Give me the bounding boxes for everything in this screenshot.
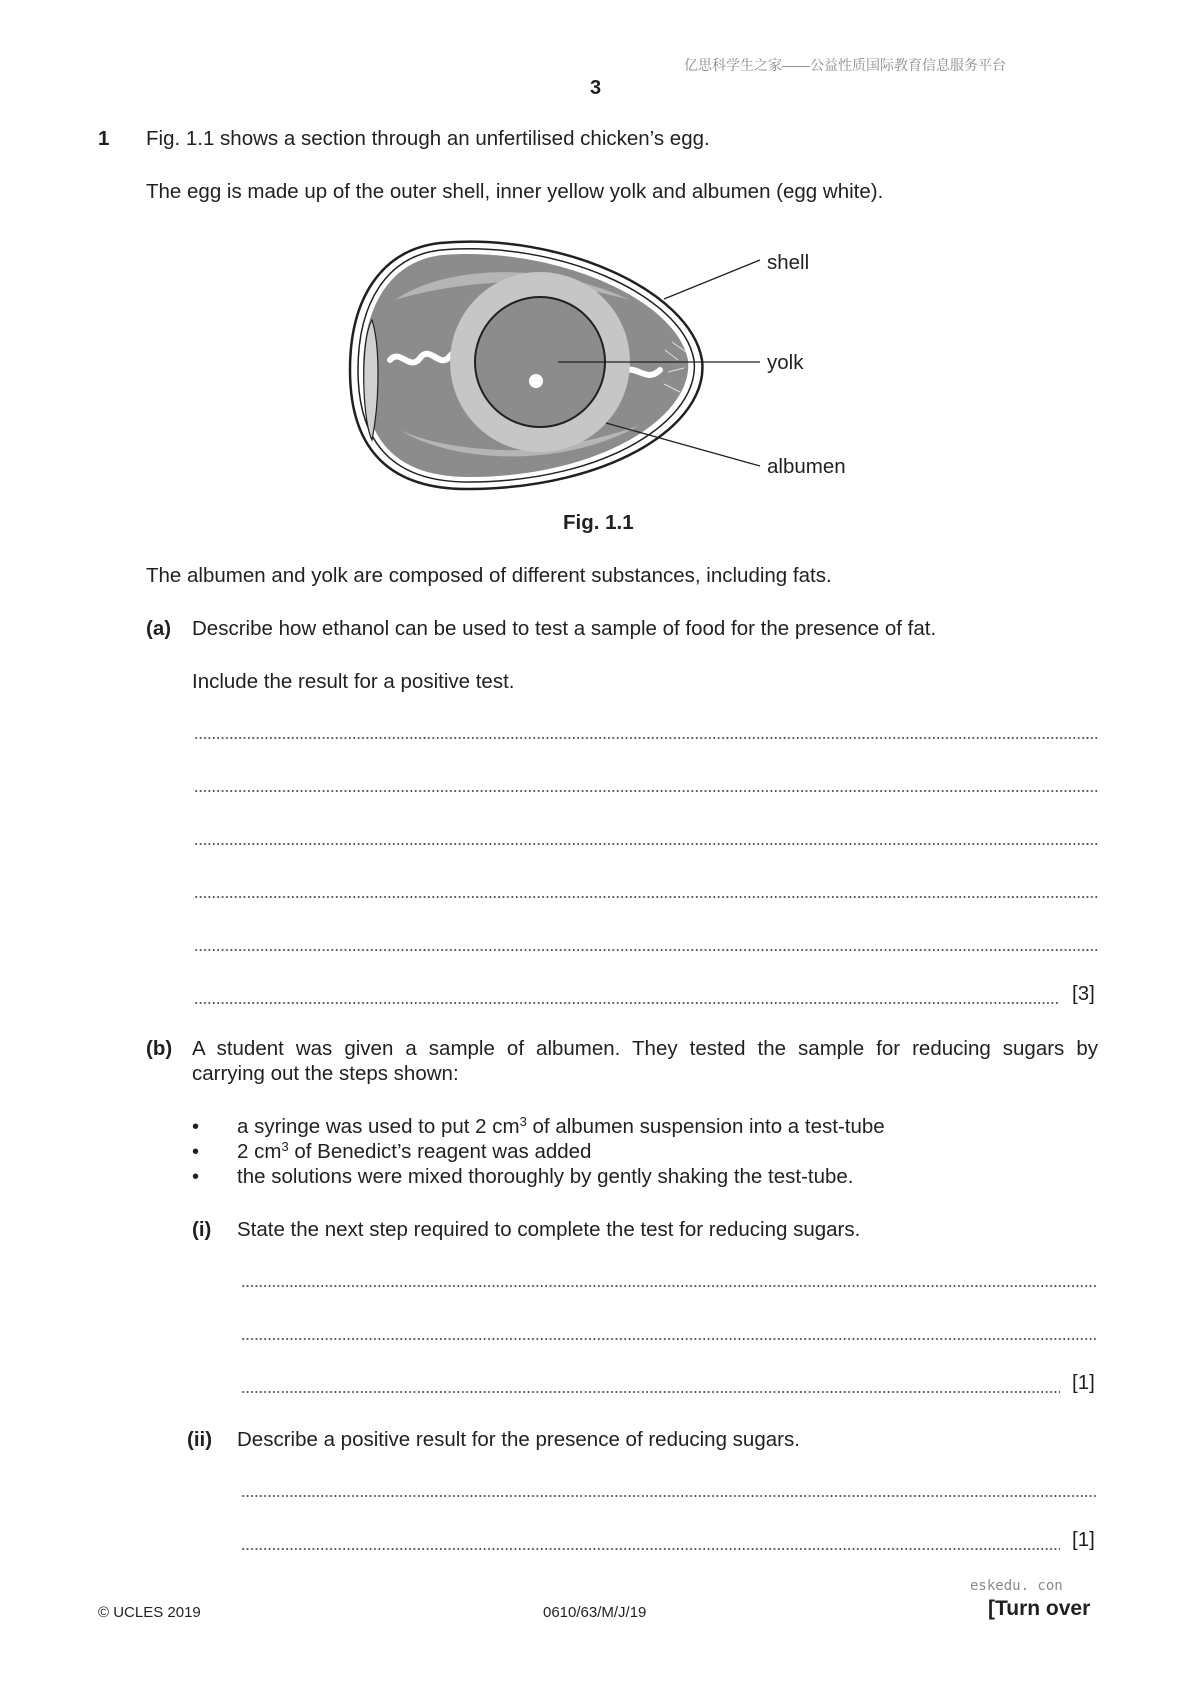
page-number: 3 [590,77,602,99]
part-a-instruction: Include the result for a positive test. [192,670,515,693]
egg-germinal-disc [529,374,543,388]
answer-line-a4[interactable] [194,896,1098,898]
part-b-ii-marks: [1] [1072,1528,1095,1551]
part-b-i-text: State the next step required to complete the test for reducing sugars. [237,1218,861,1241]
part-b-ii-label: (ii) [187,1428,213,1451]
footer-turn-over: [Turn over [988,1597,1091,1620]
answer-line-a1[interactable] [194,737,1098,739]
answer-line-bii2[interactable] [241,1548,1060,1550]
question-description: The egg is made up of the outer shell, inner yellow yolk and albumen (egg white). [146,180,884,203]
question-intro: Fig. 1.1 shows a section through an unfertilised chicken’s egg. [146,127,710,150]
part-b-text-line2: carrying out the steps shown: [192,1062,459,1085]
part-a-text: Describe how ethanol can be used to test a sample of food for the presence of fat. [192,617,937,640]
label-shell: shell [767,251,810,274]
answer-line-bi2[interactable] [241,1338,1098,1340]
part-b-text-line1: A student was given a sample of albumen. They tested the sample for reducing sugars by [192,1037,1098,1060]
header-watermark: 亿思科学生之家——公益性质国际教育信息服务平台 [684,57,1006,73]
answer-line-bi3[interactable] [241,1391,1060,1393]
answer-line-a2[interactable] [194,790,1098,792]
shell-label-line [664,260,760,299]
answer-line-bi1[interactable] [241,1285,1098,1287]
bullet-3-dot: • [192,1166,200,1188]
bullet-2: 2 $cm^3$ of Benedict’s reagent was added [237,1139,592,1163]
bullet-1: a syringe was used to put 2 $cm^3$ of albumen suspension into a test-tube [237,1114,885,1138]
answer-line-a6[interactable] [194,1002,1060,1004]
part-b-i-marks: [1] [1072,1371,1095,1394]
bullet-1-dot: • [192,1116,200,1138]
footer-copyright: © UCLES 2019 [98,1604,201,1621]
answer-line-bii1[interactable] [241,1495,1098,1497]
label-albumen: albumen [767,455,846,478]
question-statement: The albumen and yolk are composed of different substances, including fats. [146,564,832,587]
part-b-label: (b) [146,1037,173,1060]
part-a-marks: [3] [1072,982,1095,1005]
footer-code: 0610/63/M/J/19 [543,1604,647,1621]
answer-line-a3[interactable] [194,843,1098,845]
bullet-3: the solutions were mixed thoroughly by gently shaking the test-tube. [237,1165,854,1188]
answer-line-a5[interactable] [194,949,1098,951]
part-b-ii-text: Describe a positive result for the presence of reducing sugars. [237,1428,800,1451]
figure-caption: Fig. 1.1 [563,511,634,534]
footer-watermark: eskedu. con [970,1578,1063,1594]
part-b-i-label: (i) [192,1218,212,1241]
part-a-label: (a) [146,617,172,640]
bullet-2-dot: • [192,1141,200,1163]
label-yolk: yolk [767,351,804,374]
question-number: 1 [98,127,110,150]
